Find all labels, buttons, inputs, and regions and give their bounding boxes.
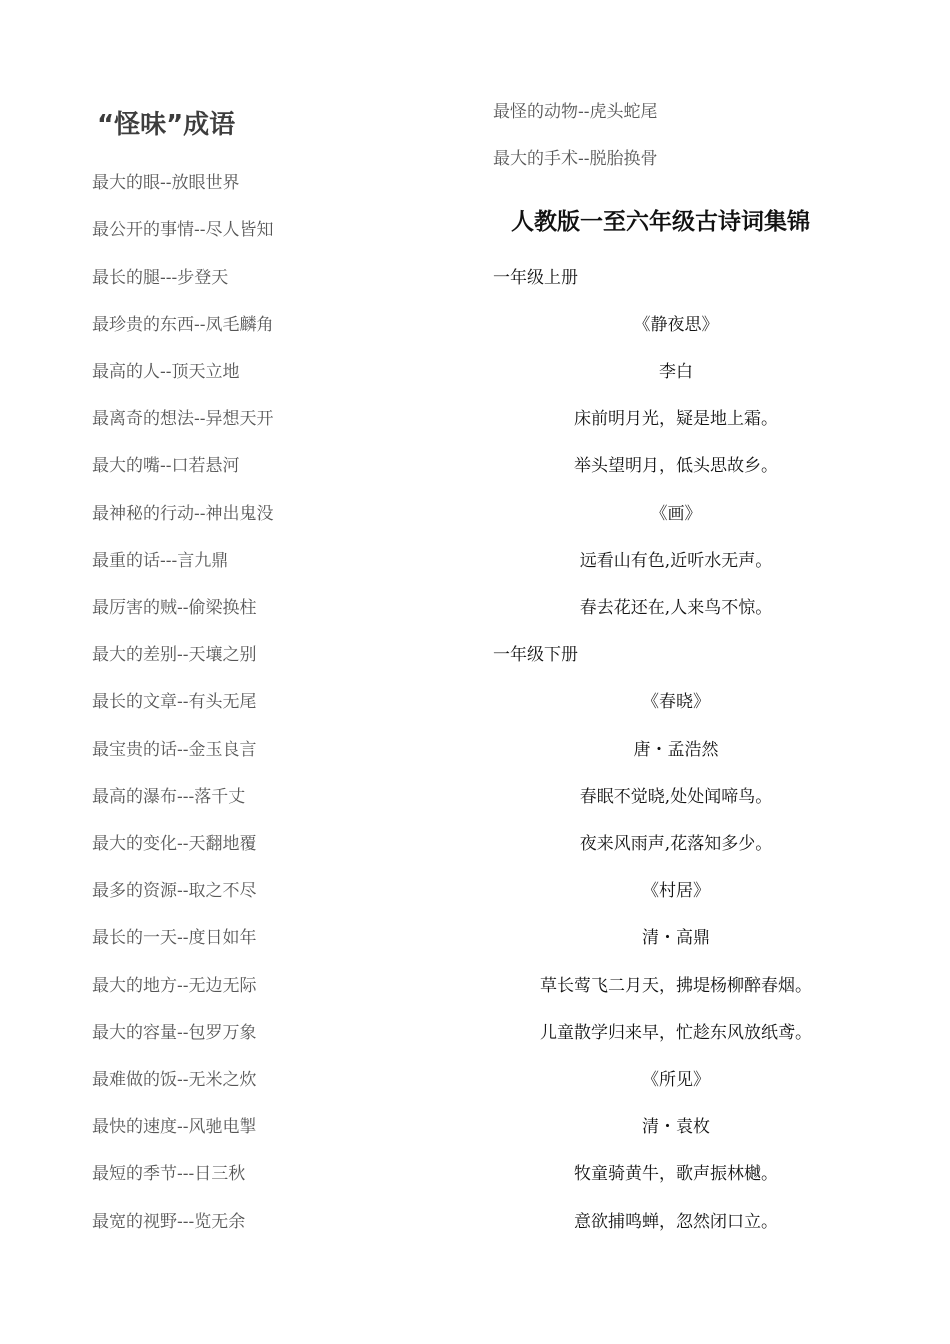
idiom-item: 最大的容量--包罗万象: [92, 1023, 257, 1043]
idiom-item: 最离奇的想法--异想天开: [92, 409, 274, 429]
poem-line: 床前明月光，疑是地上霜。: [574, 409, 778, 429]
idiom-item: 最长的腿---步登天: [92, 268, 229, 288]
poem-author: 清・高鼎: [642, 928, 710, 948]
idiom-item: 最珍贵的东西--凤毛麟角: [92, 315, 274, 335]
poem-author: 唐・孟浩然: [633, 740, 719, 760]
idiom-item: 最怪的动物--虎头蛇尾: [493, 102, 658, 122]
idiom-item: 最公开的事情--尽人皆知: [92, 220, 274, 240]
idiom-item: 最大的嘴--口若悬河: [92, 456, 240, 476]
idiom-item: 最厉害的贼--偷梁换柱: [92, 598, 257, 618]
idiom-item: 最大的地方--无边无际: [92, 976, 257, 996]
idiom-item: 最宝贵的话--金玉良言: [92, 740, 257, 760]
idioms-title: “怪味”成语: [97, 110, 236, 140]
idiom-item: 最快的速度--风驰电掣: [92, 1117, 257, 1137]
poem-line: 春眠不觉晓,处处闻啼鸟。: [579, 787, 773, 807]
idiom-item: 最短的季节---日三秋: [92, 1164, 246, 1184]
poem-line: 春去花还在,人来鸟不惊。: [579, 598, 773, 618]
poem-title: 《村居》: [642, 881, 710, 901]
idiom-item: 最宽的视野---览无余: [92, 1212, 246, 1232]
grade-heading: 一年级上册: [493, 268, 578, 288]
poem-title: 《所见》: [642, 1070, 710, 1090]
idiom-item: 最多的资源--取之不尽: [92, 881, 257, 901]
idiom-item: 最高的人--顶天立地: [92, 362, 240, 382]
idiom-item: 最高的瀑布---落千丈: [92, 787, 246, 807]
poem-title: 《静夜思》: [633, 315, 719, 335]
idiom-item: 最大的变化--天翻地覆: [92, 834, 257, 854]
idiom-item: 最长的文章--有头无尾: [92, 692, 257, 712]
poem-line: 儿童散学归来早，忙趁东风放纸鸢。: [540, 1023, 812, 1043]
poem-title: 《春晓》: [642, 692, 710, 712]
poem-title: 《画》: [650, 504, 702, 524]
idiom-item: 最大的差别--天壤之别: [92, 645, 257, 665]
idiom-item: 最大的眼--放眼世界: [92, 173, 240, 193]
poem-author: 李白: [659, 362, 693, 382]
idiom-item: 最大的手术--脱胎换骨: [493, 149, 658, 169]
poem-line: 远看山有色,近听水无声。: [579, 551, 773, 571]
poem-line: 意欲捕鸣蝉，忽然闭口立。: [574, 1212, 778, 1232]
idiom-item: 最长的一天--度日如年: [92, 928, 257, 948]
idiom-item: 最神秘的行动--神出鬼没: [92, 504, 274, 524]
poem-line: 草长莺飞二月天，拂堤杨柳醉春烟。: [540, 976, 812, 996]
grade-heading: 一年级下册: [493, 645, 578, 665]
poem-line: 夜来风雨声,花落知多少。: [579, 834, 773, 854]
idiom-item: 最难做的饭--无米之炊: [92, 1070, 257, 1090]
poems-title: 人教版一至六年级古诗词集锦: [511, 209, 810, 235]
poem-line: 举头望明月，低头思故乡。: [574, 456, 778, 476]
poem-line: 牧童骑黄牛，歌声振林樾。: [574, 1164, 778, 1184]
idiom-item: 最重的话---言九鼎: [92, 551, 229, 571]
poem-author: 清・袁枚: [642, 1117, 710, 1137]
